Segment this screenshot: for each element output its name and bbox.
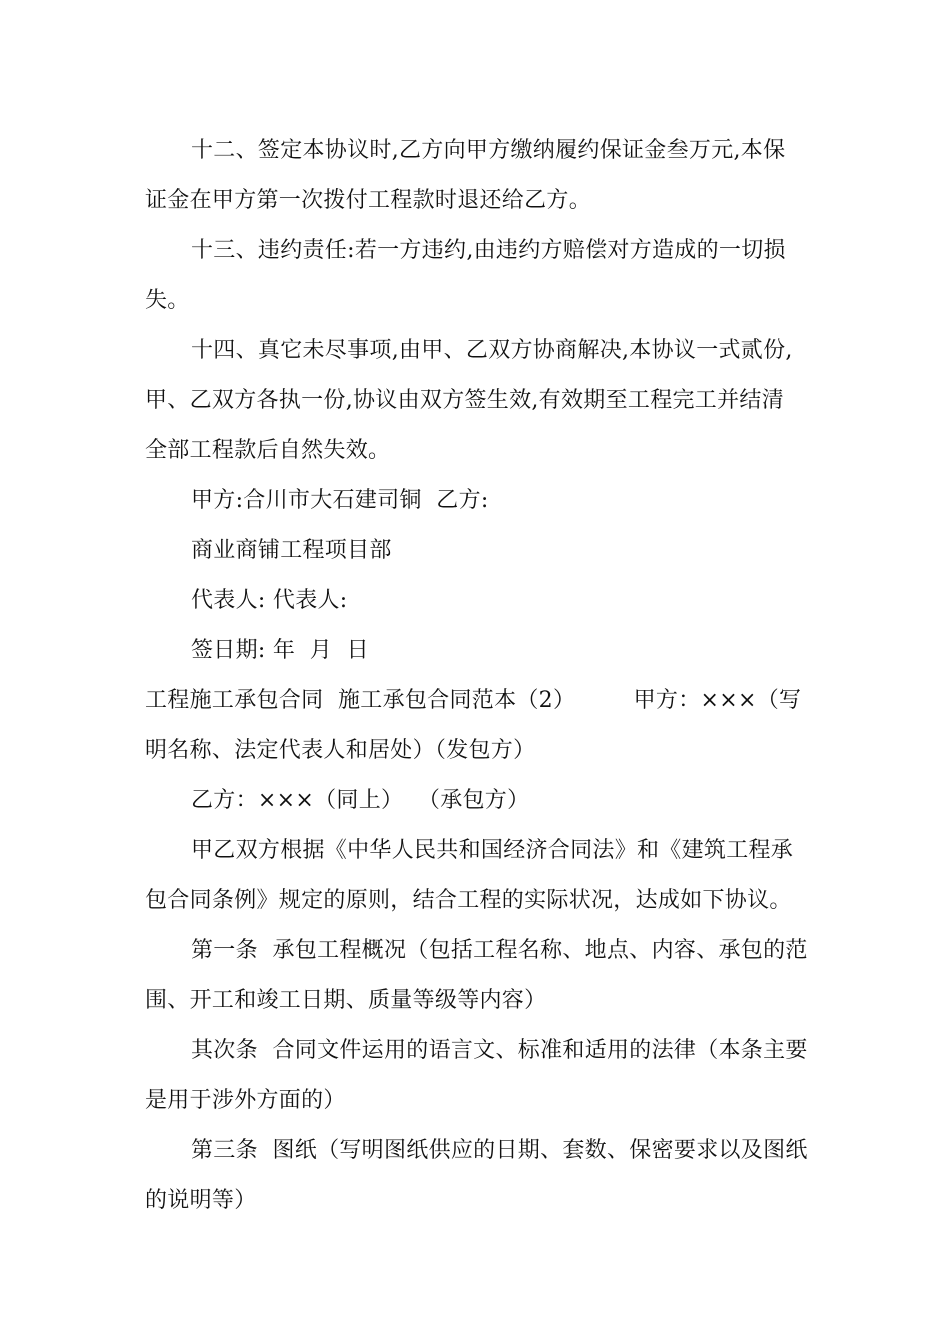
clause-14-line-2: 甲、乙双方各执一份,协议由双方签生效,有效期至工程完工并结清 — [145, 388, 784, 413]
project-department-line: 商业商铺工程项目部 — [191, 538, 392, 563]
article-3-line-2: 的说明等） — [145, 1188, 257, 1213]
party-b-line: 乙方：×××（同上） （承包方） — [191, 788, 530, 813]
party-a-signature-line: 甲方:合川市大石建司铜 乙方: — [191, 488, 489, 513]
preamble-line-1: 甲乙双方根据《中华人民共和国经济合同法》和《建筑工程承 — [191, 838, 794, 863]
clause-14-line-1: 十四、真它未尽事项,由甲、乙双方协商解决,本协议一式贰份, — [191, 338, 793, 363]
party-a-description-line: 明名称、法定代表人和居处）（发包方） — [145, 738, 536, 763]
clause-14-line-3: 全部工程款后自然失效。 — [145, 438, 391, 463]
clause-13-line-1: 十三、违约责任:若一方违约,由违约方赔偿对方造成的一切损 — [191, 238, 786, 263]
clause-13-line-2: 失。 — [145, 288, 190, 313]
preamble-line-2: 包合同条例》规定的原则，结合工程的实际状况，达成如下协议。 — [145, 888, 792, 913]
article-3-line-1: 第三条 图纸（写明图纸供应的日期、套数、保密要求以及图纸 — [191, 1138, 808, 1163]
clause-12-line-1: 十二、签定本协议时,乙方向甲方缴纳履约保证金叁万元,本保 — [191, 138, 786, 163]
article-1-line-2: 围、开工和竣工日期、质量等级等内容） — [145, 988, 547, 1013]
article-2-line-1: 其次条 合同文件运用的语言文、标准和适用的法律（本条主要 — [191, 1038, 808, 1063]
contract-heading-line: 工程施工承包合同 施工承包合同范本（2） 甲方：×××（写 — [145, 688, 802, 713]
signing-date-line: 签日期: 年 月 日 — [191, 638, 369, 663]
representative-line: 代表人: 代表人: — [191, 588, 348, 613]
article-1-line-1: 第一条 承包工程概况（包括工程名称、地点、内容、承包的范 — [191, 938, 808, 963]
article-2-line-2: 是用于涉外方面的） — [145, 1088, 346, 1113]
clause-12-line-2: 证金在甲方第一次拨付工程款时退还给乙方。 — [145, 188, 592, 213]
